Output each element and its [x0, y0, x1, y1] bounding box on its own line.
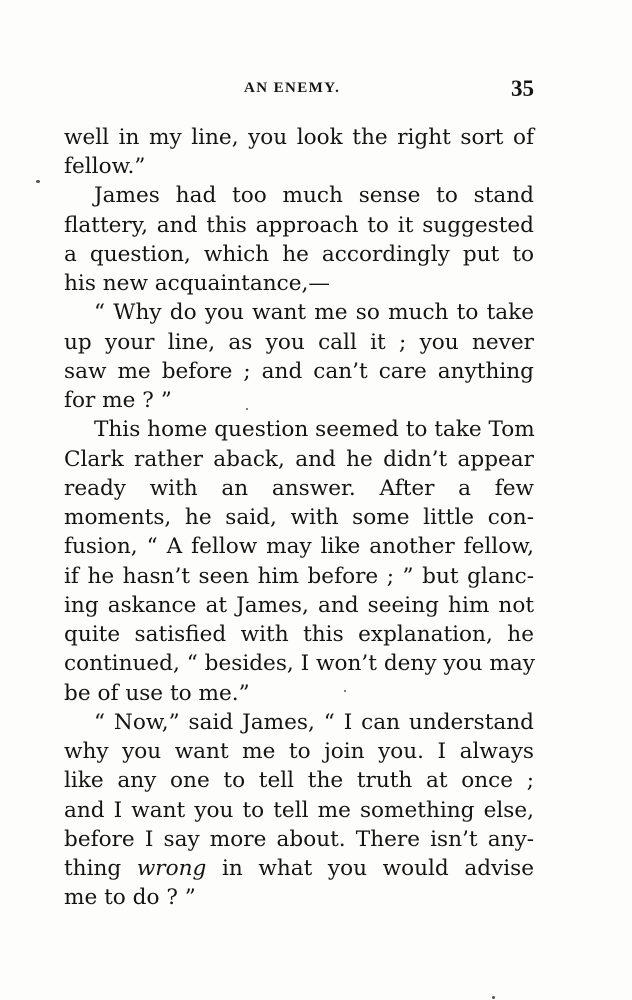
text-line-with-emphasis	[64, 854, 534, 884]
print-speck	[344, 690, 346, 692]
paragraph-start-line: “ Now,” said James, “ I can understand	[94, 710, 534, 735]
text-line: ready with an answer. After a few	[64, 476, 534, 501]
text-line: a question, which he accordingly put to	[64, 242, 534, 267]
text-line: quite satisfied with this explanation, he	[64, 622, 534, 647]
text-line: why you want me to join you. I always	[64, 739, 534, 764]
text-line: and I want you to tell me something else,	[64, 798, 534, 823]
text-line: his new acquaintance,—	[64, 271, 330, 296]
page-number: 35	[511, 76, 534, 101]
text-line: moments, he said, with some little con-	[64, 505, 534, 530]
text-line: for me ? ”	[64, 388, 172, 413]
print-speck	[36, 180, 40, 183]
text-line: if he hasn’t seen him before ; ” but glanc-	[64, 564, 534, 589]
text-line: before I say more about. There isn’t any-	[64, 827, 534, 852]
text-line: be of use to me.”	[64, 681, 250, 706]
paragraph-start-line: “ Why do you want me so much to take	[94, 300, 534, 325]
print-speck	[492, 996, 495, 999]
running-head: AN ENEMY.	[244, 80, 341, 96]
text-line: well in my line, you look the right sort of	[64, 125, 534, 150]
paragraph-start-line: James had too much sense to stand	[94, 183, 534, 208]
text-run: in what you would advise	[206, 856, 535, 881]
text-run: thing	[64, 856, 137, 881]
text-line: up your line, as you call it ; you never	[64, 330, 534, 355]
text-line: Clark rather aback, and he didn’t appear	[64, 447, 534, 472]
print-speck	[246, 408, 248, 410]
text-line: saw me before ; and can’t care anything	[64, 359, 534, 384]
text-line: continued, “ besides, I won’t deny you may	[64, 651, 535, 676]
text-line: flattery, and this approach to it suggested	[64, 213, 534, 238]
page-header	[64, 76, 534, 102]
emphasized-word: wrong	[136, 856, 207, 881]
text-line: ing askance at James, and seeing him not	[64, 593, 534, 618]
text-line: fusion, “ A fellow may like another fellow,	[64, 534, 534, 559]
text-line: fellow.”	[64, 154, 146, 179]
paragraph-start-line: This home question seemed to take Tom	[94, 417, 535, 442]
text-line: like any one to tell the truth at once ;	[64, 768, 534, 793]
text-line: me to do ? ”	[64, 885, 196, 910]
